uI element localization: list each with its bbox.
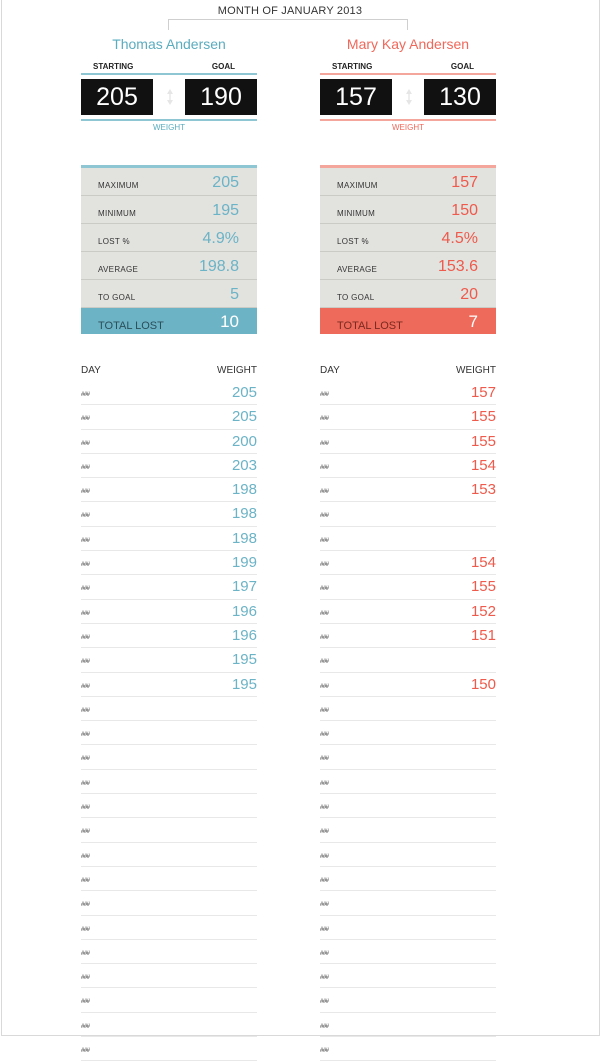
day-cell: ###	[81, 926, 90, 933]
log-row	[320, 721, 496, 745]
log-row	[320, 600, 496, 624]
weight-cell[interactable]: 196	[231, 602, 257, 620]
stat-row	[81, 224, 257, 252]
log-row	[320, 405, 496, 429]
day-cell: ###	[81, 392, 90, 398]
day-cell: ###	[81, 440, 90, 447]
stat-label: MAXIMUM	[98, 181, 139, 190]
day-cell: ###	[320, 489, 329, 496]
weight-boxes	[81, 79, 257, 115]
log-row	[81, 867, 257, 891]
day-cell: ###	[320, 610, 329, 617]
stat-value: 198.8	[198, 258, 239, 275]
log-row	[81, 891, 257, 915]
start-goal-labels	[81, 60, 257, 72]
day-cell: ###	[81, 659, 90, 666]
stat-value: 4.5%	[441, 230, 478, 247]
log-row	[320, 843, 496, 867]
total-lost-value: 7	[468, 312, 478, 331]
day-cell: ###	[320, 683, 329, 690]
day-cell: ###	[320, 416, 329, 423]
day-cell: ###	[320, 392, 329, 398]
log-row	[320, 454, 496, 478]
log-row	[320, 745, 496, 769]
stat-value: 205	[212, 174, 239, 191]
log-row	[81, 916, 257, 940]
weight-cell[interactable]: 198	[231, 529, 257, 547]
log-row	[320, 673, 496, 697]
day-cell: ###	[320, 562, 329, 569]
log-row	[81, 1037, 257, 1061]
day-cell: ###	[320, 586, 329, 593]
day-cell: ###	[81, 1023, 90, 1030]
person-name: Mary Kay Andersen	[346, 36, 470, 52]
day-cell: ###	[320, 513, 329, 520]
starting-weight-box[interactable]: 157	[320, 79, 392, 115]
day-column-header: DAY	[81, 365, 101, 376]
log-row	[81, 502, 257, 526]
total-lost-value: 10	[220, 312, 239, 331]
day-cell: ###	[81, 805, 90, 812]
log-row	[81, 478, 257, 502]
stat-value: 20	[460, 286, 478, 303]
weight-cell[interactable]: 200	[231, 432, 257, 450]
day-cell: ###	[81, 877, 90, 884]
day-cell: ###	[320, 877, 329, 884]
day-cell: ###	[320, 634, 329, 641]
weight-cell[interactable]: 195	[231, 651, 257, 669]
total-lost-label: TOTAL LOST	[98, 320, 164, 332]
stat-row	[81, 280, 257, 308]
stat-label: LOST %	[98, 237, 130, 246]
day-cell: ###	[320, 756, 329, 763]
stat-label: MINIMUM	[337, 209, 376, 218]
log-row	[81, 648, 257, 672]
day-cell: ###	[81, 780, 90, 787]
log-row	[81, 794, 257, 818]
person-name: Thomas Andersen	[112, 36, 226, 52]
weight-cell[interactable]: 150	[470, 675, 496, 693]
log-row	[81, 551, 257, 575]
day-cell: ###	[81, 999, 90, 1006]
log-row	[81, 673, 257, 697]
starting-weight-box[interactable]: 205	[81, 79, 153, 115]
log-row	[81, 697, 257, 721]
day-cell: ###	[320, 1048, 329, 1055]
log-row	[320, 1037, 496, 1061]
stat-label: TO GOAL	[337, 293, 375, 302]
day-cell: ###	[81, 489, 90, 496]
day-cell: ###	[81, 464, 90, 471]
stat-value: 4.9%	[202, 230, 239, 247]
stat-value: 195	[212, 202, 239, 219]
log-row	[81, 745, 257, 769]
accent-line	[320, 73, 496, 75]
weight-cell[interactable]: 205	[231, 408, 257, 426]
log-row	[320, 891, 496, 915]
stats-panel-1	[81, 165, 257, 334]
day-cell: ###	[81, 610, 90, 617]
total-lost-row	[81, 308, 257, 334]
day-cell: ###	[320, 464, 329, 471]
log-row	[320, 1013, 496, 1037]
stat-row	[320, 280, 496, 308]
log-header	[320, 365, 496, 381]
stat-label: AVERAGE	[98, 265, 139, 274]
person-card-2	[320, 36, 496, 132]
log-row	[81, 527, 257, 551]
log-row	[320, 697, 496, 721]
day-cell: ###	[320, 805, 329, 812]
log-row	[81, 624, 257, 648]
starting-label: STARTING	[93, 62, 134, 71]
weight-cell[interactable]: 198	[231, 481, 257, 499]
weight-cell[interactable]: 155	[470, 408, 496, 426]
log-row	[320, 430, 496, 454]
log-row	[320, 818, 496, 842]
log-row	[81, 381, 257, 405]
day-cell: ###	[320, 902, 329, 909]
goal-label: GOAL	[450, 62, 474, 71]
weight-caption: WEIGHT	[392, 123, 424, 132]
starting-label: STARTING	[332, 62, 373, 71]
stat-row	[81, 196, 257, 224]
stat-value: 157	[451, 174, 478, 191]
day-cell: ###	[81, 562, 90, 569]
weight-cell[interactable]: 196	[231, 626, 257, 644]
total-lost-label: TOTAL LOST	[337, 320, 403, 332]
weight-cell[interactable]: 154	[470, 456, 496, 474]
log-row	[81, 454, 257, 478]
day-cell: ###	[320, 440, 329, 447]
log-row	[320, 502, 496, 526]
day-cell: ###	[81, 975, 90, 982]
day-cell: ###	[320, 537, 329, 544]
day-cell: ###	[81, 732, 90, 739]
stat-label: AVERAGE	[337, 265, 378, 274]
double-arrow-icon	[167, 89, 173, 105]
stat-label: MAXIMUM	[337, 181, 378, 190]
log-row	[81, 818, 257, 842]
day-cell: ###	[320, 829, 329, 836]
log-row	[81, 721, 257, 745]
weight-cell[interactable]: 199	[231, 554, 257, 572]
weight-cell[interactable]: 152	[470, 602, 496, 620]
day-cell: ###	[81, 756, 90, 763]
day-cell: ###	[320, 780, 329, 787]
day-cell: ###	[81, 586, 90, 593]
log-row	[81, 964, 257, 988]
stat-value: 150	[451, 202, 478, 219]
weight-column-header: WEIGHT	[456, 365, 496, 376]
stat-row	[320, 168, 496, 196]
weight-cell[interactable]: 157	[470, 384, 496, 401]
goal-weight-box[interactable]: 190	[185, 79, 257, 115]
day-cell: ###	[320, 659, 329, 666]
accent-line	[81, 119, 257, 121]
log-row	[320, 867, 496, 891]
total-lost-row	[320, 308, 496, 334]
stat-label: LOST %	[337, 237, 369, 246]
weight-cell[interactable]: 198	[231, 505, 257, 523]
weight-boxes	[320, 79, 496, 115]
weight-cell[interactable]: 155	[470, 578, 496, 596]
stat-value: 5	[230, 286, 239, 303]
weight-column-header: WEIGHT	[217, 365, 257, 376]
day-cell: ###	[81, 513, 90, 520]
start-goal-labels	[320, 60, 496, 72]
log-row	[320, 988, 496, 1012]
day-cell: ###	[320, 950, 329, 957]
stats-panel-2	[320, 165, 496, 334]
stat-label: MINIMUM	[98, 209, 137, 218]
log-row	[81, 430, 257, 454]
log-row	[320, 648, 496, 672]
weight-log-2	[320, 365, 496, 1061]
day-cell: ###	[320, 732, 329, 739]
day-cell: ###	[81, 829, 90, 836]
day-cell: ###	[320, 707, 329, 714]
log-row	[320, 940, 496, 964]
day-cell: ###	[320, 999, 329, 1006]
goal-weight-box[interactable]: 130	[424, 79, 496, 115]
log-row	[320, 527, 496, 551]
weight-cell[interactable]: 205	[231, 384, 257, 401]
stat-value: 153.6	[437, 258, 478, 275]
weight-log-1	[81, 365, 257, 1061]
log-row	[81, 575, 257, 599]
day-cell: ###	[81, 853, 90, 860]
day-cell: ###	[320, 1023, 329, 1030]
stat-row	[81, 168, 257, 196]
log-row	[320, 478, 496, 502]
log-row	[81, 940, 257, 964]
day-cell: ###	[81, 416, 90, 423]
log-header	[81, 365, 257, 381]
weight-cell[interactable]: 195	[231, 675, 257, 693]
log-row	[320, 381, 496, 405]
double-arrow-icon	[406, 89, 412, 105]
weight-caption: WEIGHT	[153, 123, 185, 132]
weight-cell[interactable]: 197	[231, 578, 257, 596]
day-cell: ###	[320, 853, 329, 860]
weight-cell[interactable]: 203	[231, 456, 257, 474]
day-cell: ###	[320, 975, 329, 982]
day-cell: ###	[81, 634, 90, 641]
weight-cell[interactable]: 151	[470, 626, 496, 644]
day-cell: ###	[81, 902, 90, 909]
stat-row	[320, 252, 496, 280]
log-row	[320, 770, 496, 794]
log-row	[320, 624, 496, 648]
log-row	[81, 843, 257, 867]
day-cell: ###	[81, 683, 90, 690]
stat-row	[81, 252, 257, 280]
weight-cell[interactable]: 154	[470, 554, 496, 572]
log-row	[320, 794, 496, 818]
stat-row	[320, 196, 496, 224]
log-row	[81, 1013, 257, 1037]
day-column-header: DAY	[320, 365, 340, 376]
log-row	[320, 964, 496, 988]
day-cell: ###	[320, 926, 329, 933]
stat-row	[320, 224, 496, 252]
month-title: MONTH OF JANUARY 2013	[217, 5, 363, 17]
weight-cell[interactable]: 153	[470, 481, 496, 499]
header-bracket	[168, 19, 408, 30]
stat-label: TO GOAL	[98, 293, 136, 302]
day-cell: ###	[81, 707, 90, 714]
goal-label: GOAL	[211, 62, 235, 71]
log-row	[81, 600, 257, 624]
log-row	[320, 575, 496, 599]
day-cell: ###	[81, 1048, 90, 1055]
day-cell: ###	[81, 950, 90, 957]
log-row	[81, 770, 257, 794]
log-row	[320, 916, 496, 940]
log-row	[81, 988, 257, 1012]
log-row	[320, 551, 496, 575]
log-row	[81, 405, 257, 429]
accent-line	[320, 119, 496, 121]
accent-line	[81, 73, 257, 75]
person-card-1	[81, 36, 257, 132]
day-cell: ###	[81, 537, 90, 544]
weight-cell[interactable]: 155	[470, 432, 496, 450]
